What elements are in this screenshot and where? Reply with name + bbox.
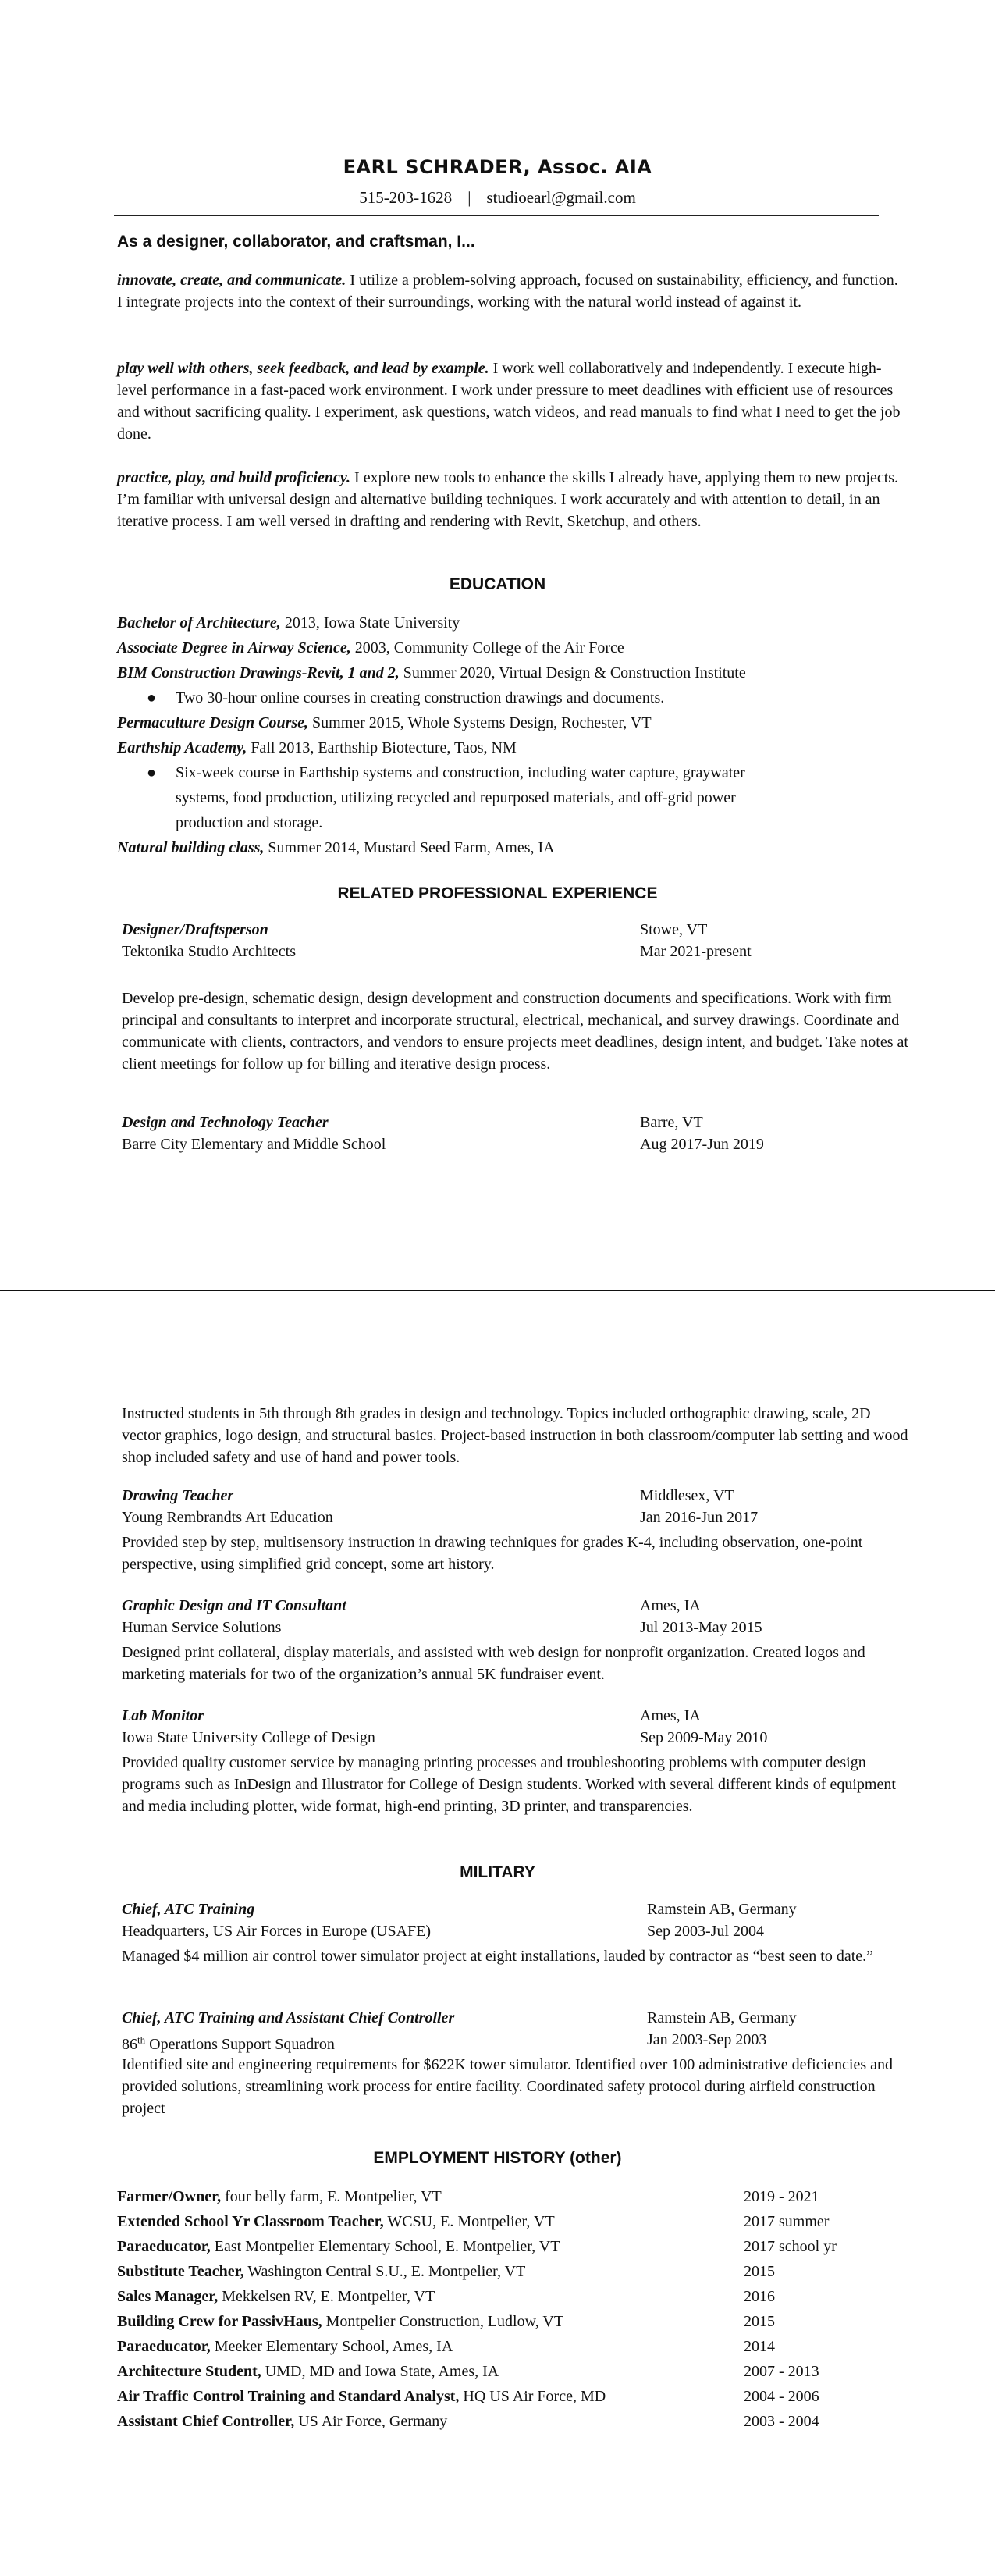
intro-keyphrase: innovate, create, and communicate. [117, 272, 346, 289]
employment-row: Farmer/Owner, four belly farm, E. Montpelier, VT 2019 - 2021 [117, 2184, 905, 2209]
job-description: Managed $4 million air control tower simulator project at eight installations, lauded by contractor as “best seen to date.” [122, 1948, 874, 1965]
job-description: Develop pre-design, schematic design, design development and construction documents and specifications. Work with firm principal and consultants to interpret and incorporate structural, electrical, mechanical, and survey drawings. Coordinate and communicate with clients, contractors, and vendors to ensure projects meet deadlines, design intent, and budget. Take notes at client meetings for follow up for billing and iterative design process. [122, 990, 908, 1073]
job-location: Barre, VT [640, 1114, 703, 1131]
education-list [117, 610, 905, 860]
job-description: Designed print collateral, display materials, and assisted with web design for nonprofit organization. Created logos and marketing materials for two of the organization’s annual 5K fundraiser event. [122, 1644, 865, 1683]
job-location: Middlesex, VT [640, 1487, 734, 1504]
employment-years: 2014 [744, 2338, 775, 2355]
page-2 [0, 1290, 995, 2576]
experience-heading: RELATED PROFESSIONAL EXPERIENCE [337, 884, 658, 902]
job-location: Ramstein AB, Germany [647, 1901, 797, 1918]
job-dates: Jan 2016-Jun 2017 [640, 1509, 759, 1526]
employment-list [117, 2184, 905, 2434]
intro-paragraph [117, 467, 905, 532]
employment-row: Air Traffic Control Training and Standard Analyst, HQ US Air Force, MD 2004 - 2006 [117, 2384, 905, 2409]
education-bullet-continued: production and storage. [176, 814, 323, 831]
experience-entry [122, 919, 910, 1075]
job-dates: Jan 2003-Sep 2003 [647, 2031, 767, 2048]
education-item: Permaculture Design Course, Summer 2015, Whole Systems Design, Rochester, VT [117, 714, 652, 731]
job-description: Provided step by step, multisensory instruction in drawing techniques for grades K-4, including observation, one-point perspective, using simplified grid concept, some art history. [122, 1534, 863, 1573]
intro-paragraph [117, 269, 905, 313]
job-title: Design and Technology Teacher [122, 1114, 329, 1131]
job-title: Chief, ATC Training [122, 1901, 255, 1918]
employment-row: Assistant Chief Controller, US Air Force, Germany 2003 - 2004 [117, 2409, 905, 2434]
employment-years: 2017 summer [744, 2213, 830, 2230]
intro-keyphrase: play well with others, seek feedback, and lead by example. [117, 360, 489, 377]
bullet-icon: ● [147, 764, 157, 781]
education-bullet: ● Six-week course in Earthship systems and construction, including water capture, graywater [117, 760, 905, 785]
education-item: Bachelor of Architecture, 2013, Iowa State University [117, 614, 460, 632]
education-bullet-continued: systems, food production, utilizing recycled and repurposed materials, and off-grid power [176, 789, 736, 806]
experience-entry-continued [122, 1403, 910, 1468]
intro-keyphrase: practice, play, and build proficiency. [117, 469, 351, 486]
bullet-icon: ● [147, 689, 157, 706]
employment-row: Paraeducator, Meeker Elementary School, Ames, IA 2014 [117, 2334, 905, 2359]
job-dates: Aug 2017-Jun 2019 [640, 1136, 764, 1153]
education-item: Earthship Academy, Fall 2013, Earthship Biotecture, Taos, NM [117, 739, 517, 756]
job-organization: Human Service Solutions [122, 1619, 282, 1636]
job-title: Designer/Draftsperson [122, 921, 268, 938]
job-dates: Sep 2009-May 2010 [640, 1729, 768, 1746]
education-item: Associate Degree in Airway Science, 2003, Community College of the Air Force [117, 639, 624, 656]
experience-entry [122, 1485, 910, 1575]
header-divider [114, 215, 879, 216]
education-item: BIM Construction Drawings-Revit, 1 and 2, Summer 2020, Virtual Design & Construction Institute [117, 664, 746, 681]
education-heading: EDUCATION [449, 575, 546, 593]
job-dates: Sep 2003-Jul 2004 [647, 1923, 764, 1940]
employment-row: Building Crew for PassivHaus, Montpelier Construction, Ludlow, VT 2015 [117, 2309, 905, 2334]
job-title: Drawing Teacher [122, 1487, 234, 1504]
employment-years: 2019 - 2021 [744, 2188, 819, 2205]
job-organization: Iowa State University College of Design [122, 1729, 375, 1746]
military-heading: MILITARY [460, 1863, 535, 1881]
job-title: Graphic Design and IT Consultant [122, 1597, 346, 1614]
intro-paragraph [117, 358, 905, 445]
candidate-name: EARL SCHRADER, Assoc. AIA [343, 156, 652, 178]
employment-years: 2007 - 2013 [744, 2363, 819, 2380]
intro-text: I work well collaboratively and independently. I execute high-level performance in a fast-paced work environment. I work under pressure to meet deadlines with efficient use of resources and without sacrificing quality. I experiment, ask questions, watch videos, and read manuals to find what I need to get the job done. [117, 360, 901, 443]
employment-row: Extended School Yr Classroom Teacher, WCSU, E. Montpelier, VT 2017 summer [117, 2209, 905, 2234]
education-item: Natural building class, Summer 2014, Mustard Seed Farm, Ames, IA [117, 839, 555, 856]
job-dates: Jul 2013-May 2015 [640, 1619, 762, 1636]
intro-text: I explore new tools to enhance the skills I already have, applying them to new projects. I’m familiar with universal design and alternative building techniques. I work accurately and with attention to detail, in an iterative process. I am well versed in drafting and rendering with Revit, Sketchup, and others. [117, 469, 899, 530]
job-location: Ames, IA [640, 1707, 701, 1724]
contact-line [0, 188, 995, 208]
employment-row: Substitute Teacher, Washington Central S.U., E. Montpelier, VT 2015 [117, 2259, 905, 2284]
phone-number: 515-203-1628 [359, 188, 453, 207]
job-title: Chief, ATC Training and Assistant Chief Controller [122, 2009, 455, 2026]
experience-entry [122, 1112, 910, 1155]
intro-lead: As a designer, collaborator, and craftsman, I... [117, 233, 475, 251]
job-dates: Mar 2021-present [640, 943, 752, 960]
job-description: Instructed students in 5th through 8th grades in design and technology. Topics included orthographic drawing, scale, 2D vector graphics, logo design, and structural basics. Project-based instruction in both classroom/computer lab setting and wood shop included safety and use of hand and power tools. [122, 1405, 908, 1466]
experience-entry [122, 1705, 910, 1817]
employment-heading: EMPLOYMENT HISTORY (other) [373, 2149, 622, 2167]
intro-text: I utilize a problem-solving approach, focused on sustainability, efficiency, and function. I integrate projects into the context of their surroundings, working with the natural world instead of against it. [117, 272, 898, 311]
education-bullet: ● Two 30-hour online courses in creating construction drawings and documents. [117, 685, 905, 710]
employment-years: 2016 [744, 2288, 775, 2305]
job-description: Identified site and engineering requirements for $622K tower simulator. Identified over 100 administrative deficiencies and provided solutions, streamlining work process for entire facility. Coordinated safety protocol during airfield construction project [122, 2056, 894, 2117]
job-organization: Tektonika Studio Architects [122, 943, 297, 960]
job-organization: Barre City Elementary and Middle School [122, 1136, 386, 1153]
employment-years: 2017 school yr [744, 2238, 837, 2255]
job-title: Lab Monitor [122, 1707, 204, 1724]
job-location: Ames, IA [640, 1597, 701, 1614]
job-location: Stowe, VT [640, 921, 708, 938]
employment-years: 2015 [744, 2313, 775, 2330]
email-address: studioearl@gmail.com [486, 188, 636, 207]
employment-row: Sales Manager, Mekkelsen RV, E. Montpelier, VT 2016 [117, 2284, 905, 2309]
employment-years: 2003 - 2004 [744, 2413, 819, 2430]
employment-row: Architecture Student, UMD, MD and Iowa State, Ames, IA 2007 - 2013 [117, 2359, 905, 2384]
job-description: Provided quality customer service by managing printing processes and troubleshooting problems with computer design programs such as InDesign and Illustrator for College of Design students. Worked with several different kinds of equipment and media including plotter, wide format, high-end printing, 3D printer, and transparencies. [122, 1754, 896, 1815]
employment-years: 2015 [744, 2263, 775, 2280]
contact-separator: | [467, 188, 471, 207]
job-organization: Headquarters, US Air Forces in Europe (USAFE) [122, 1923, 432, 1940]
military-entry [122, 1898, 910, 1967]
military-entry [122, 2007, 910, 2119]
job-location: Ramstein AB, Germany [647, 2009, 797, 2026]
employment-years: 2004 - 2006 [744, 2388, 819, 2405]
employment-row: Paraeducator, East Montpelier Elementary School, E. Montpelier, VT 2017 school yr [117, 2234, 905, 2259]
job-organization: Young Rembrandts Art Education [122, 1509, 333, 1526]
job-organization: 86th Operations Support Squadron [122, 2033, 335, 2053]
experience-entry [122, 1595, 910, 1685]
